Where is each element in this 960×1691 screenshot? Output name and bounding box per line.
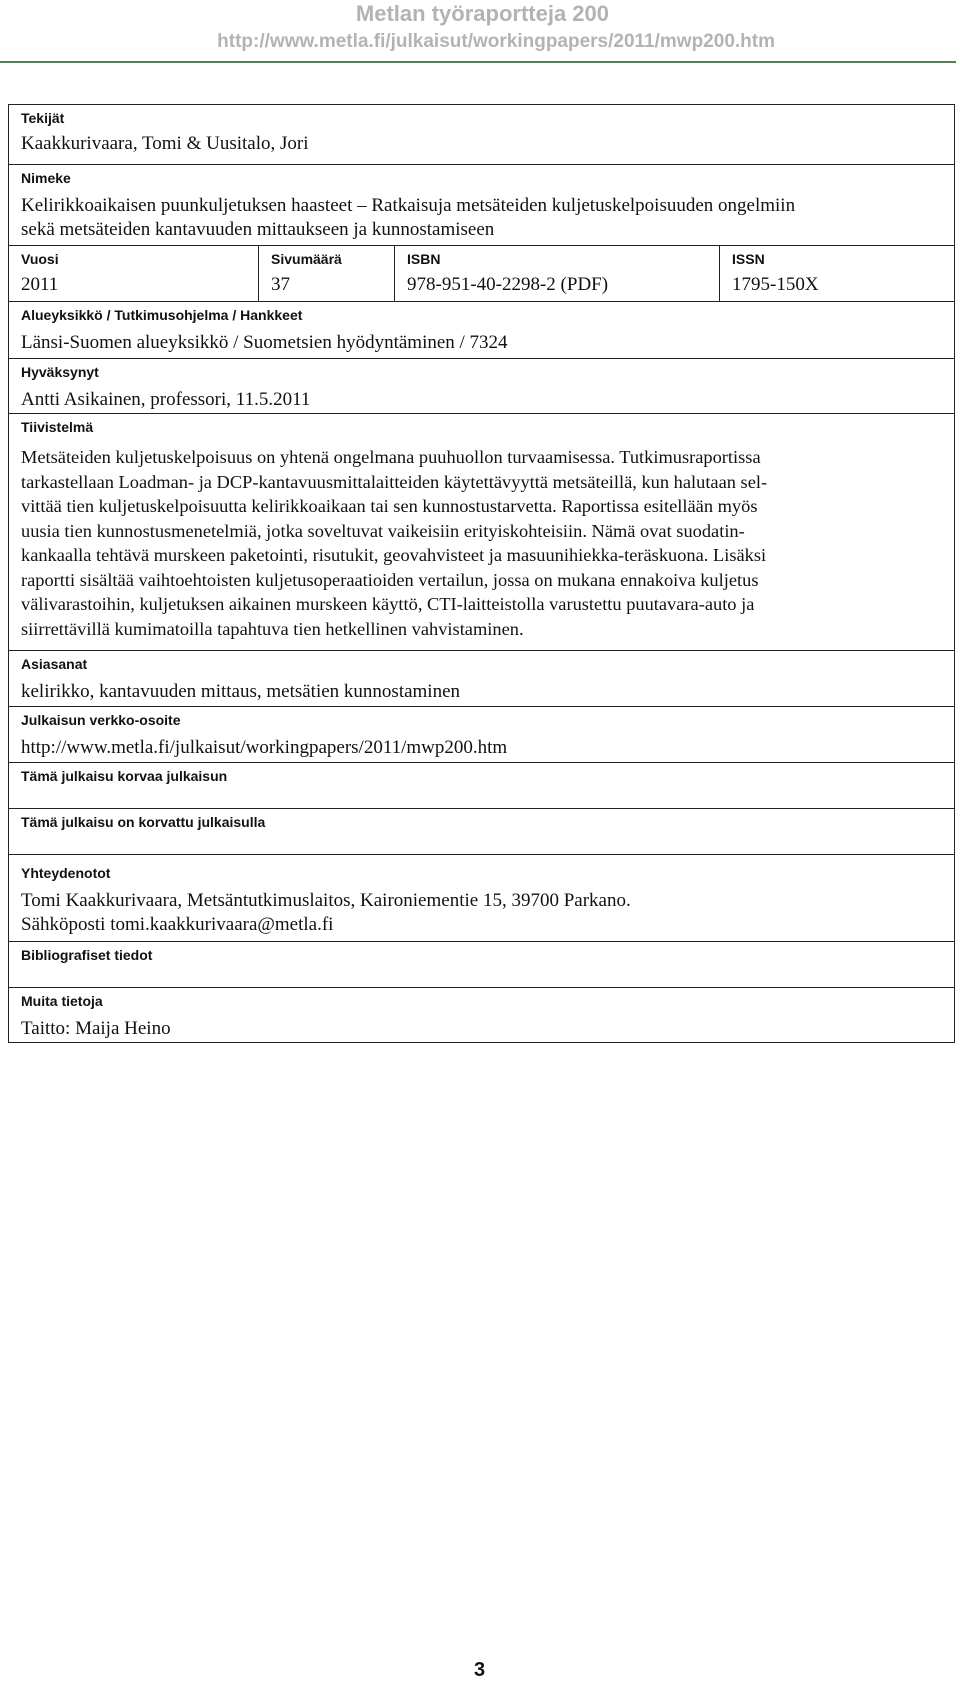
page-number-text: 3 — [474, 1659, 486, 1681]
unit-value: Länsi-Suomen alueyksikkö / Suometsien hyödyntäminen / 7324 — [21, 332, 508, 353]
isbn-value: 978-951-40-2298-2 (PDF) — [407, 274, 609, 295]
issn-label: ISSN — [732, 251, 765, 267]
isbn-label: ISBN — [407, 251, 441, 267]
keywords-label: Asiasanat — [21, 656, 88, 672]
row-contacts — [9, 855, 954, 942]
web-address-link[interactable]: http://www.metla.fi/julkaisut/workingpapers/2011/mwp200.htm — [21, 737, 508, 758]
approved-value: Antti Asikainen, professori, 11.5.2011 — [21, 389, 311, 410]
row-authors — [9, 105, 954, 165]
abstract-text — [9, 435, 954, 641]
pages-value: 37 — [271, 274, 290, 295]
other-info-value: Taitto: Maija Heino — [21, 1018, 171, 1039]
title-label: Nimeke — [21, 170, 71, 186]
page-header — [0, 0, 960, 64]
abstract-line: vittää tien kuljetuskelpoisuutta kelirikkoaikaan tai sen kunnostustarvetta. Raportissa esitellään myös — [21, 496, 758, 516]
title-line-1: Kelirikkoaikaisen puunkuljetuksen haasteet – Ratkaisuja metsäteiden kuljetuskelpoisuuden ongelmiin — [21, 195, 796, 216]
authors-label: Tekijät — [21, 110, 65, 126]
header-rule — [0, 61, 956, 63]
bibliographic-label: Bibliografiset tiedot — [21, 947, 153, 963]
row-publication-meta — [9, 246, 954, 302]
replaces-value — [9, 784, 954, 790]
issn-value: 1795-150X — [732, 274, 819, 295]
web-address-label: Julkaisun verkko-osoite — [21, 712, 181, 728]
replaced-by-label: Tämä julkaisu on korvattu julkaisulla — [21, 814, 266, 830]
cell-pages — [259, 246, 395, 301]
row-replaces — [9, 763, 954, 809]
abstract-line: kankaalla tehtävä murskeen paketointi, risutukit, geovahvisteet ja masuunihiekka-teräskuona. Lisäksi — [21, 545, 767, 565]
row-approved — [9, 359, 954, 414]
unit-label: Alueyksikkö / Tutkimusohjelma / Hankkeet — [21, 307, 303, 323]
series-title: Metlan työraportteja 200 — [355, 1, 609, 26]
row-abstract — [9, 414, 954, 651]
row-keywords — [9, 651, 954, 707]
cell-issn — [720, 246, 954, 301]
replaced-by-value — [9, 830, 954, 836]
replaces-label: Tämä julkaisu korvaa julkaisun — [21, 768, 228, 784]
cell-year — [9, 246, 259, 301]
cell-isbn — [395, 246, 720, 301]
row-web-address — [9, 707, 954, 763]
row-title — [9, 165, 954, 246]
row-other-info — [9, 988, 954, 1042]
series-url[interactable]: http://www.metla.fi/julkaisut/workingpapers/2011/mwp200.htm — [217, 31, 775, 52]
authors-value: Kaakkurivaara, Tomi & Uusitalo, Jori — [21, 133, 309, 154]
keywords-value: kelirikko, kantavuuden mittaus, metsätien kunnostaminen — [21, 681, 461, 702]
pages-label: Sivumäärä — [271, 251, 342, 267]
abstract-label: Tiivistelmä — [21, 419, 94, 435]
year-label: Vuosi — [21, 251, 59, 267]
contacts-line-1: Tomi Kaakkurivaara, Metsäntutkimuslaitos, Kaironiementie 15, 39700 Parkano. — [21, 890, 631, 911]
description-form — [8, 104, 955, 1043]
abstract-line: uusia tien kunnostusmenetelmiä, jotka soveltuvat vaikeisiin erityiskohteisiin. Nämä ovat suodatin- — [21, 520, 745, 541]
row-bibliographic — [9, 942, 954, 988]
abstract-line: tarkastellaan Loadman- ja DCP-kantavuusmittalaitteiden käytettävyyttä metsäteillä, kun halutaan sel- — [21, 471, 768, 492]
row-unit-programme — [9, 302, 954, 359]
other-info-label: Muita tietoja — [21, 993, 103, 1009]
row-replaced-by — [9, 809, 954, 855]
bibliographic-value — [9, 963, 954, 969]
abstract-line: välivarastoihin, kuljetuksen aikainen murskeen käyttö, CTI-laitteistolla varustettu puutavara-auto ja — [21, 594, 755, 614]
abstract-line: raportti sisältää vaihtoehtoisten kuljetusoperaatioiden vertailun, jossa on mukana ennakoiva kuljetus — [21, 569, 759, 590]
abstract-line: siirrettävillä kumimatoilla tapahtuva tien hetkellinen vahvistaminen. — [21, 618, 524, 639]
year-value: 2011 — [21, 274, 59, 295]
approved-label: Hyväksynyt — [21, 364, 99, 380]
contacts-line-2: Sähköposti tomi.kaakkurivaara@metla.fi — [21, 914, 334, 935]
contacts-label: Yhteydenotot — [21, 865, 111, 881]
title-line-2: sekä metsäteiden kantavuuden mittaukseen ja kunnostamiseen — [21, 219, 495, 240]
abstract-line: Metsäteiden kuljetuskelpoisuus on yhtenä ongelmana puuhuollon turvaamisessa. Tutkimusraportissa — [21, 447, 761, 467]
